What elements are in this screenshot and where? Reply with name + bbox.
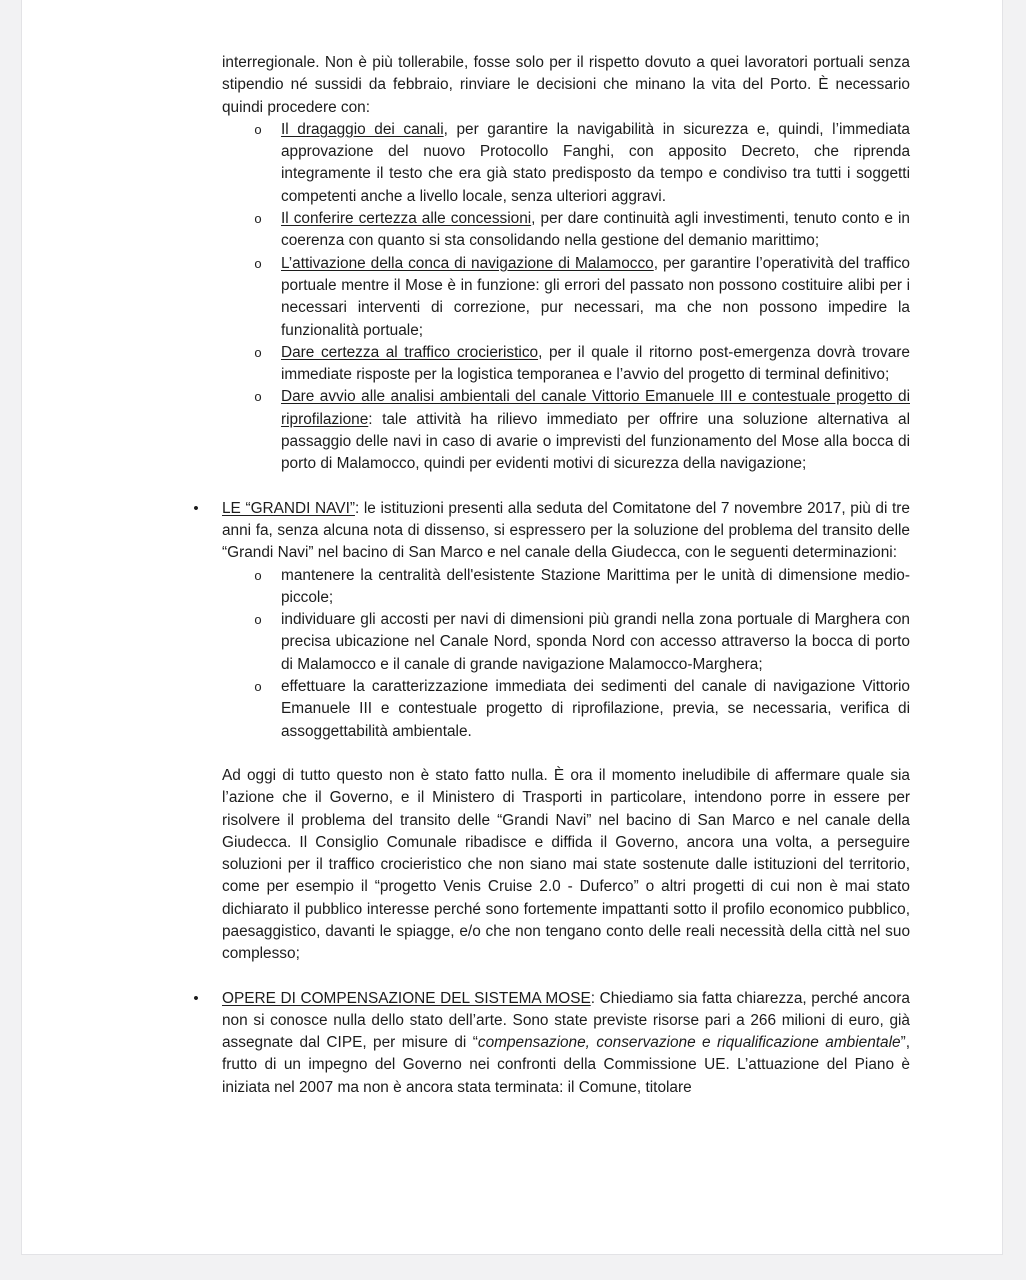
porto-sublist: [222, 119, 910, 476]
circle-bullet-icon: o: [254, 612, 262, 628]
grandi-navi-text: : le istituzioni presenti alla seduta del Comitatone del 7 novembre 2017, più di tre anni fa, senza alcuna nota di dissenso, si espressero per la soluzione del problema del transito delle “Grandi Navi” nel bacino di San Marco e nel canale della Giudecca, con le seguenti determinazioni:: [222, 499, 910, 562]
list-item: [254, 386, 910, 475]
document-body: [193, 52, 910, 1099]
list-item: [254, 208, 910, 253]
list-item: [254, 342, 910, 387]
section-grandi-navi: [193, 498, 910, 743]
intro-paragraph: interregionale. Non è più tollerabile, fosse solo per il rispetto dovuto a quei lavoratori portuali senza stipendio né sussidi da febbraio, rinviare le decisioni che minano la vita del Porto. È necessario quindi procedere con:: [222, 54, 910, 116]
item-text: , per dare continuità agli investimenti, tenuto conto e in coerenza con quanto si sta consolidando nella gestione del demanio marittimo;: [281, 210, 910, 250]
circle-bullet-icon: o: [254, 389, 262, 405]
grandi-navi-paragraph: [222, 498, 910, 565]
bullet-icon: •: [193, 499, 199, 517]
item-text: , per il quale il ritorno post-emergenza dovrà trovare immediate risposte per la logistica temporanea e l’avvio del progetto di terminal definitivo;: [281, 343, 910, 384]
spacer: [222, 743, 910, 765]
item-text: effettuare la caratterizzazione immediata dei sedimenti del canale di navigazione Vittorio Emanuele III e contestuale progetto di riprofilazione, previa, se necessaria, verifica di assoggettabilità ambientale.: [281, 678, 910, 740]
item-lead: Dare avvio alle analisi ambientali del canale Vittorio Emanuele III e contestuale progetto di riprofilazione: [281, 388, 910, 428]
mose-heading: OPERE DI COMPENSAZIONE DEL SISTEMA MOSE: [222, 989, 591, 1007]
item-lead: Il dragaggio dei canali: [281, 120, 444, 138]
item-lead: Dare certezza al traffico crocieristico: [281, 343, 539, 361]
grandi-navi-heading: LE “GRANDI NAVI”: [222, 499, 355, 517]
mose-italic-text: compensazione, conservazione e riqualificazione ambientale: [477, 1034, 901, 1052]
mose-text-continued: ”, frutto di un impegno del Governo nei confronti della Commissione UE. L’attuazione del Piano è iniziata nel 2007 ma non è ancora stata terminata: il Comune, titolare: [222, 1034, 910, 1096]
list-item: [254, 253, 910, 342]
circle-bullet-icon: o: [254, 211, 262, 227]
spacer: [222, 476, 910, 498]
section-mose: [193, 988, 910, 1099]
list-item: [254, 119, 910, 208]
item-text: , per garantire l’operatività del traffico portuale mentre il Mose è in funzione: gli errori del passato non possono costituire alibi per i necessari interventi di correzione, pur necessari, ma che non possono impedire la funzionalità portuale;: [281, 254, 910, 339]
circle-bullet-icon: o: [254, 255, 262, 271]
bullet-icon: •: [193, 989, 199, 1007]
item-text: , per garantire la navigabilità in sicurezza e, quindi, l’immediata approvazione del nuovo Protocollo Fanghi, con apposito Decreto, che riprenda integramente il testo che era già stato predisposto da tempo e condiviso tra tutti i soggetti competenti anche a livello locale, senza ulteriori aggravi.: [281, 120, 910, 205]
item-lead: L’attivazione della conca di navigazione di Malamocco: [281, 254, 654, 272]
circle-bullet-icon: o: [254, 567, 262, 583]
circle-bullet-icon: o: [254, 344, 262, 360]
list-item: [254, 609, 910, 676]
spacer: [222, 966, 910, 988]
mose-paragraph: [222, 988, 910, 1099]
list-item: [254, 565, 910, 610]
document-page: [22, 0, 1002, 1254]
mose-text: : Chiediamo sia fatta chiarezza, perché ancora non si conosce nulla dello stato dell’arte. Sono state previste risorse pari a 266 milioni di euro, già assegnate dal CIPE, per misure di “: [222, 989, 910, 1052]
ad-oggi-paragraph: Ad oggi di tutto questo non è stato fatto nulla. È ora il momento ineludibile di affermare quale sia l’azione che il Governo, e il Ministero di Trasporti in particolare, intendono porre in essere per risolvere il problema del transito delle “Grandi Navi” nel bacino di San Marco e nel canale della Giudecca. Il Consiglio Comunale ribadisce e diffida il Governo, ancora una volta, a perseguire soluzioni per il traffico crocieristico che non siano mai state sostenute dalle istituzioni del territorio, come per esempio il “progetto Venis Cruise 2.0 - Duferco” o altri progetti di cui non è mai stato dichiarato il pubblico interesse perché sono fortemente impattanti sotto il profilo economico pubblico, paesaggistico, davanti le spiagge, e/o che non tengano conto delle reali necessità della città nel suo complesso;: [222, 766, 910, 963]
item-text: : tale attività ha rilievo immediato per offrire una soluzione alternativa al passaggio delle navi in caso di avarie o imprevisti del funzionamento del Mose alla bocca di porto di Malamocco, quindi per evidenti motivi di sicurezza della navigazione;: [281, 410, 910, 473]
list-item: [254, 676, 910, 743]
item-text: individuare gli accosti per navi di dimensioni più grandi nella zona portuale di Marghera con precisa ubicazione nel Canale Nord, sponda Nord con accesso attraverso la bocca di porto di Malamocco e il canale di grande navigazione Malamocco-Marghera;: [281, 611, 910, 673]
item-text: mantenere la centralità dell'esistente Stazione Marittima per le unità di dimensione medio-piccole;: [281, 566, 910, 606]
circle-bullet-icon: o: [254, 679, 262, 695]
grandi-navi-sublist: [222, 565, 910, 743]
item-lead: Il conferire certezza alle concessioni: [281, 210, 532, 228]
circle-bullet-icon: o: [254, 121, 262, 137]
